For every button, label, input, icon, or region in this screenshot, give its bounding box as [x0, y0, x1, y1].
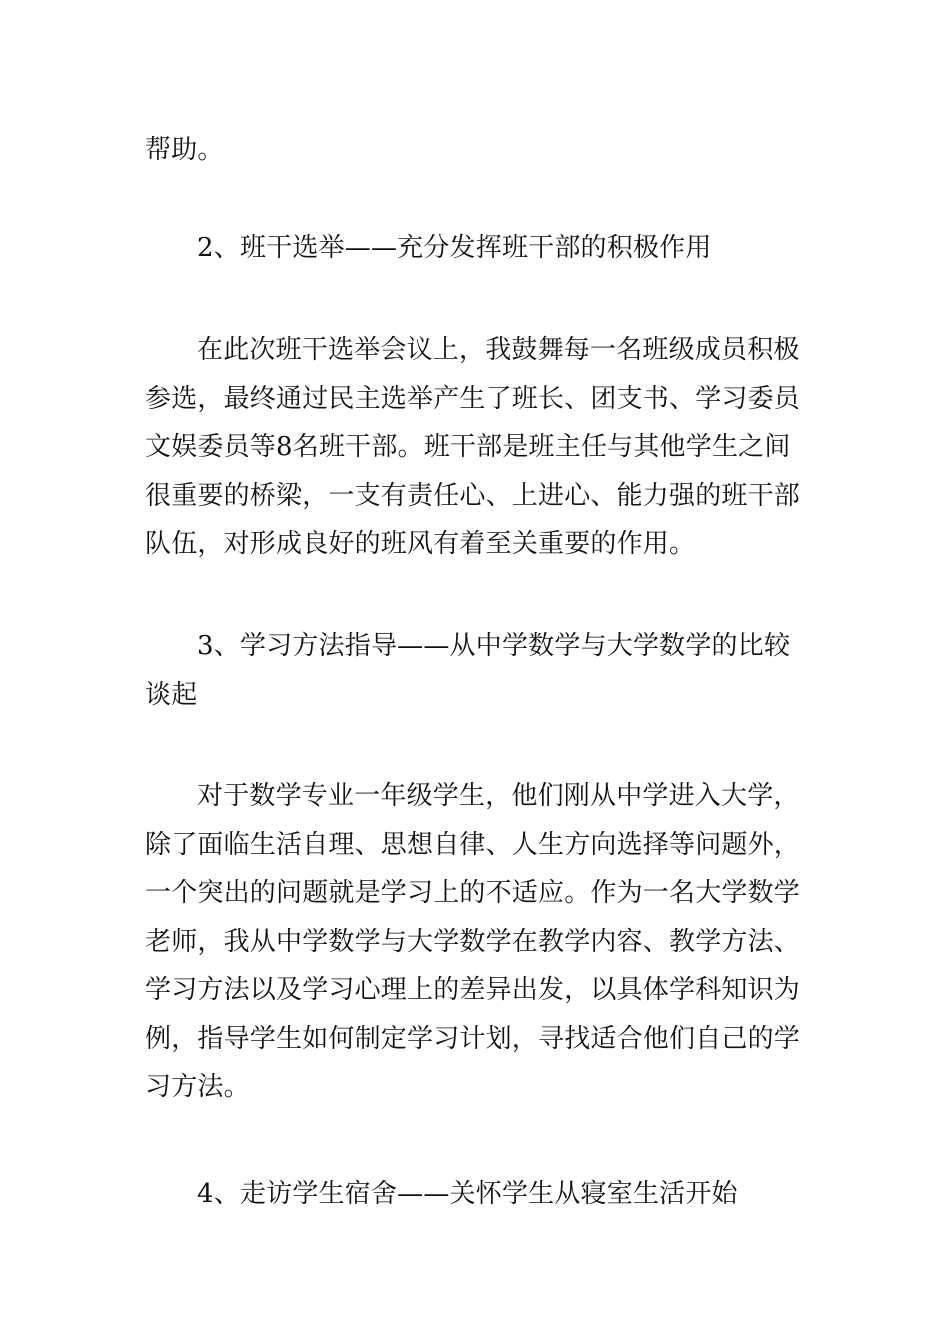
section-heading-class-election: 2、班干选举——充分发挥班干部的积极作用: [197, 233, 712, 263]
paragraph-continuation: 帮助。: [145, 135, 224, 165]
paragraph-class-election: 在此次班干选举会议上，我鼓舞每一名班级成员积极参选，最终通过民主选举产生了班长、团支书、学习委员文娱委员等8名班干部。班干部是班主任与其他学生之间很重要的桥梁，一支有责任心、上进心、能力强的班干部队伍，对形成良好的班风有着至关重要的作用。: [145, 335, 801, 559]
section-heading-study-method: 3、学习方法指导——从中学数学与大学数学的比较谈起: [145, 631, 791, 710]
paragraph-study-method: 对于数学专业一年级学生，他们刚从中学进入大学，除了面临生活自理、思想自律、人生方向选择等问题外，一个突出的问题就是学习上的不适应。作为一名大学数学老师，我从中学数学与大学数学在教学内容、教学方法、学习方法以及学习心理上的差异出发，以具体学科知识为例，指导学生如何制定学习计划，寻找适合他们自己的学习方法。: [145, 781, 801, 1102]
section-heading-dorm-visit: 4、走访学生宿舍——关怀学生从寝室生活开始: [197, 1179, 738, 1209]
